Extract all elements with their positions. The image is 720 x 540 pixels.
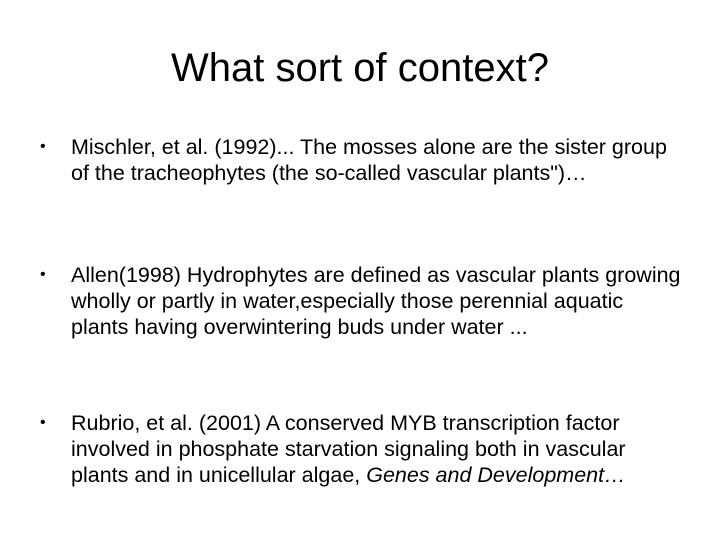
bullet-text: Allen(1998) Hydrophytes are defined as vascular plants growing wholly or partly in water,especially those perennial aquatic plants having overwintering buds under water ... (71, 263, 681, 339)
bullet-marker: • (40, 138, 46, 155)
bullet-item-rubrio (36, 410, 686, 488)
bullet-marker: • (40, 266, 46, 283)
bullet-text: Mischler, et al. (1992)... The mosses alone are the sister group of the tracheophytes (the so-called vascular plants")… (71, 135, 667, 185)
journal-name: Genes and Development… (366, 463, 626, 487)
bullet-marker: • (40, 414, 46, 431)
bullet-item-allen (36, 262, 686, 340)
bullet-item-mischler (36, 134, 686, 186)
bullet-text (71, 410, 686, 488)
slide-title: What sort of context? (171, 46, 549, 90)
bullet-text-plain: Rubrio, et al. (2001) A conserved MYB transcription factor involved in phosphate starvation signaling both in vascular plants and in unicellular algae, (71, 411, 626, 487)
